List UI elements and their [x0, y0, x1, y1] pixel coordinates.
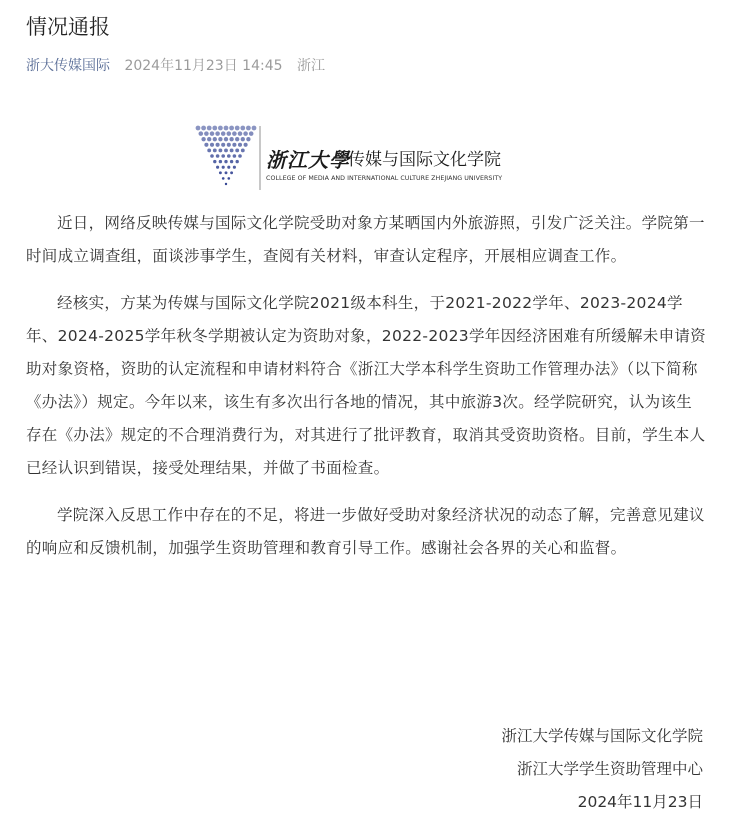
- paragraph-3: 学院深入反思工作中存在的不足，将进一步做好受助对象经济状况的动态了解，完善意见建议的响应和反馈机制，加强学生资助管理和教育引导工作。感谢社会各界的关心和监督。: [26, 506, 705, 557]
- publish-time: 2024年11月23日 14:45: [124, 58, 283, 74]
- paragraph-2: 经核实，方某为传媒与国际文化学院2021级本科生，于2021-2022学年、2023-2024学年、2024-2025学年秋冬学期被认定为资助对象，2022-2023学年因经济困难有所缓解未申请资助对象资格，资助的认定流程和申请材料符合《浙江大学本科学生资助工作管理办法》（以下简称《办法》）规定。今年以来，该生有多次出行各地的情况，其中旅游3次。经学院研究，认为该生存在《办法》规定的不合理消费行为，对其进行了批评教育，取消其受资助资格。目前，学生本人已经认识到错误，接受处理结果，并做了书面检查。: [26, 294, 706, 477]
- signature-date: 2024年11月23日: [577, 793, 703, 811]
- article-body: [26, 207, 706, 579]
- paragraph-1: 近日，网络反映传媒与国际文化学院受助对象方某晒国内外旅游照，引发广泛关注。学院第一时间成立调查组，面谈涉事学生，查阅有关材料，审查认定程序，开展相应调查工作。: [26, 214, 705, 265]
- zju-emblem-icon: [190, 124, 262, 194]
- page-title: 情况通报: [26, 15, 110, 39]
- publish-location: 浙江: [296, 58, 325, 74]
- account-name-link[interactable]: 浙大传媒国际: [26, 58, 110, 74]
- signature-college: 浙江大学传媒与国际文化学院: [501, 727, 703, 745]
- logo-college-name: 传媒与国际文化学院: [348, 150, 501, 170]
- signature-center: 浙江大学学生资助管理中心: [516, 760, 703, 778]
- article-meta: [26, 56, 325, 76]
- logo-university-name: 浙江大學: [266, 148, 350, 172]
- signature-block: [501, 720, 703, 819]
- college-logo: [190, 124, 520, 194]
- logo-college-english: COLLEGE OF MEDIA AND INTERNATIONAL CULTURE ZHEJIANG UNIVERSITY: [266, 175, 503, 182]
